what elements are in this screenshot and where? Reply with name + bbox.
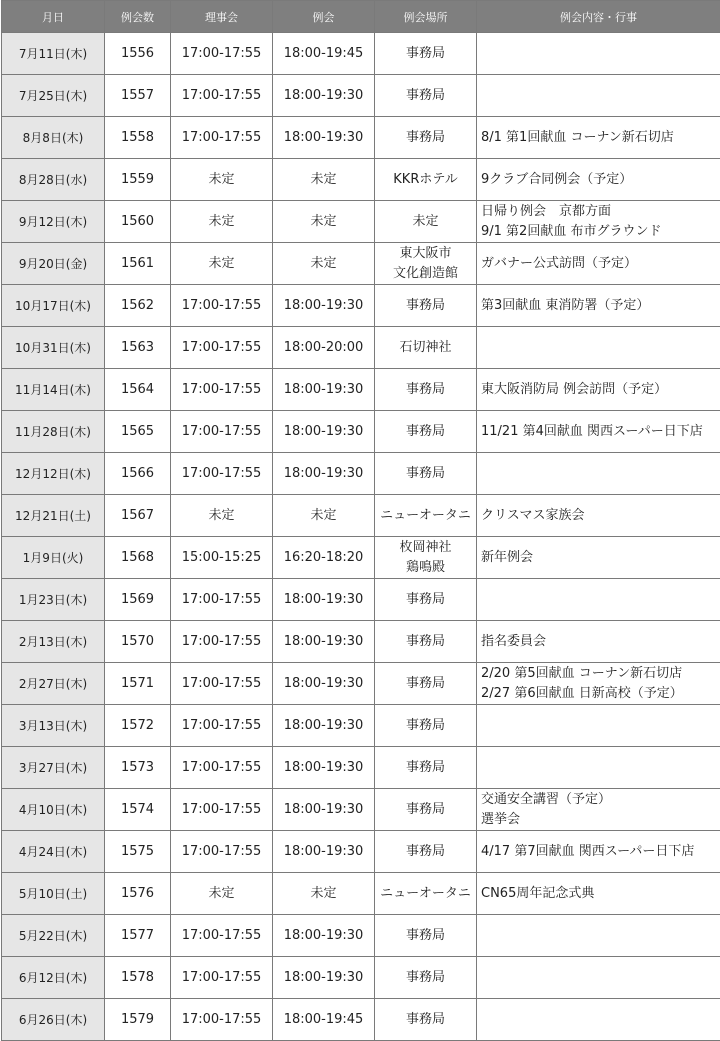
date-cell: 11月14日(木): [2, 369, 105, 411]
date-cell: 12月21日(土): [2, 495, 105, 537]
board-time-cell: 17:00-17:55: [171, 957, 273, 999]
meeting-time-cell: 未定: [273, 873, 375, 915]
place-cell-line: 事務局: [375, 590, 476, 610]
content-cell: [477, 33, 720, 75]
content-cell-line: 9/1 第2回献血 布市グラウンド: [481, 222, 720, 242]
board-time-cell: 17:00-17:55: [171, 621, 273, 663]
date-cell: 12月12日(木): [2, 453, 105, 495]
date-cell: 3月27日(木): [2, 747, 105, 789]
content-cell: [477, 789, 720, 831]
place-cell: [375, 663, 477, 705]
place-cell: [375, 831, 477, 873]
place-cell-line: 鶏鳴殿: [375, 558, 476, 578]
table-row: [2, 579, 720, 621]
table-row: [2, 327, 720, 369]
place-cell: [375, 999, 477, 1041]
place-cell: [375, 579, 477, 621]
board-time-cell: 未定: [171, 873, 273, 915]
meeting-number-cell: 1560: [105, 201, 171, 243]
place-cell-line: 事務局: [375, 86, 476, 106]
header-meeting-time: 例会: [273, 1, 375, 33]
date-cell: 6月26日(木): [2, 999, 105, 1041]
place-cell: [375, 243, 477, 285]
date-cell: 3月13日(木): [2, 705, 105, 747]
place-cell-line: 枚岡神社: [375, 538, 476, 558]
content-cell: [477, 537, 720, 579]
board-time-cell: 17:00-17:55: [171, 411, 273, 453]
content-cell: [477, 411, 720, 453]
place-cell: [375, 495, 477, 537]
table-row: [2, 285, 720, 327]
meeting-number-cell: 1573: [105, 747, 171, 789]
content-cell: [477, 159, 720, 201]
board-time-cell: 未定: [171, 201, 273, 243]
content-cell-line: 2/20 第5回献血 コーナン新石切店: [481, 664, 720, 684]
meeting-number-cell: 1557: [105, 75, 171, 117]
board-time-cell: 17:00-17:55: [171, 999, 273, 1041]
date-cell: 4月10日(木): [2, 789, 105, 831]
content-cell-line: 8/1 第1回献血 コーナン新石切店: [481, 128, 720, 148]
content-cell: [477, 369, 720, 411]
place-cell: [375, 327, 477, 369]
place-cell: [375, 747, 477, 789]
place-cell-line: 東大阪市: [375, 244, 476, 264]
content-cell: [477, 705, 720, 747]
content-cell: [477, 75, 720, 117]
content-cell-line: 4/17 第7回献血 関西スーパー日下店: [481, 842, 720, 862]
schedule-table: [1, 0, 720, 1041]
content-cell-line: 11/21 第4回献血 関西スーパー日下店: [481, 422, 720, 442]
meeting-time-cell: 未定: [273, 495, 375, 537]
place-cell-line: 文化創造館: [375, 264, 476, 284]
content-cell: [477, 495, 720, 537]
date-cell: 10月17日(木): [2, 285, 105, 327]
place-cell: [375, 957, 477, 999]
place-cell: [375, 117, 477, 159]
header-board-meeting: 理事会: [171, 1, 273, 33]
content-cell-line: 東大阪消防局 例会訪問（予定）: [481, 380, 720, 400]
board-time-cell: 17:00-17:55: [171, 369, 273, 411]
place-cell: [375, 75, 477, 117]
table-row: [2, 495, 720, 537]
meeting-time-cell: 18:00-20:00: [273, 327, 375, 369]
header-date: 月日: [2, 1, 105, 33]
date-cell: 8月8日(木): [2, 117, 105, 159]
header-meeting-place: 例会場所: [375, 1, 477, 33]
header-meeting-number: 例会数: [105, 1, 171, 33]
place-cell-line: 事務局: [375, 296, 476, 316]
table-row: [2, 663, 720, 705]
content-cell-line: 指名委員会: [481, 632, 720, 652]
date-cell: 4月24日(木): [2, 831, 105, 873]
place-cell-line: 事務局: [375, 842, 476, 862]
board-time-cell: 未定: [171, 159, 273, 201]
meeting-time-cell: 18:00-19:30: [273, 75, 375, 117]
place-cell-line: 事務局: [375, 800, 476, 820]
place-cell-line: 事務局: [375, 1010, 476, 1030]
board-time-cell: 17:00-17:55: [171, 747, 273, 789]
table-row: [2, 747, 720, 789]
place-cell-line: 事務局: [375, 422, 476, 442]
place-cell: [375, 789, 477, 831]
meeting-time-cell: 18:00-19:45: [273, 33, 375, 75]
table-row: [2, 201, 720, 243]
place-cell: [375, 873, 477, 915]
board-time-cell: 17:00-17:55: [171, 705, 273, 747]
table-row: [2, 915, 720, 957]
table-row: [2, 831, 720, 873]
date-cell: 7月25日(木): [2, 75, 105, 117]
meeting-time-cell: 18:00-19:30: [273, 369, 375, 411]
place-cell-line: 事務局: [375, 758, 476, 778]
meeting-number-cell: 1577: [105, 915, 171, 957]
content-cell: [477, 243, 720, 285]
content-cell: [477, 747, 720, 789]
content-cell: [477, 453, 720, 495]
board-time-cell: 17:00-17:55: [171, 831, 273, 873]
content-cell-line: 選挙会: [481, 810, 720, 830]
meeting-number-cell: 1570: [105, 621, 171, 663]
board-time-cell: 17:00-17:55: [171, 789, 273, 831]
meeting-number-cell: 1561: [105, 243, 171, 285]
place-cell: [375, 285, 477, 327]
table-row: [2, 789, 720, 831]
table-row: [2, 33, 720, 75]
meeting-time-cell: 18:00-19:30: [273, 789, 375, 831]
table-body: [2, 33, 720, 1041]
date-cell: 6月12日(木): [2, 957, 105, 999]
place-cell-line: 事務局: [375, 44, 476, 64]
board-time-cell: 17:00-17:55: [171, 663, 273, 705]
content-cell: [477, 873, 720, 915]
meeting-time-cell: 18:00-19:30: [273, 705, 375, 747]
content-cell: [477, 957, 720, 999]
meeting-number-cell: 1572: [105, 705, 171, 747]
date-cell: 1月9日(火): [2, 537, 105, 579]
table-row: [2, 957, 720, 999]
meeting-time-cell: 未定: [273, 201, 375, 243]
board-time-cell: 17:00-17:55: [171, 117, 273, 159]
date-cell: 8月28日(水): [2, 159, 105, 201]
meeting-time-cell: 18:00-19:30: [273, 957, 375, 999]
meeting-time-cell: 16:20-18:20: [273, 537, 375, 579]
content-cell-line: CN65周年記念式典: [481, 884, 720, 904]
place-cell: [375, 705, 477, 747]
meeting-time-cell: 18:00-19:30: [273, 411, 375, 453]
header-row: [2, 1, 720, 33]
table-row: [2, 453, 720, 495]
content-cell-line: 第3回献血 東消防署（予定）: [481, 296, 720, 316]
place-cell: [375, 33, 477, 75]
place-cell-line: 事務局: [375, 674, 476, 694]
board-time-cell: 17:00-17:55: [171, 33, 273, 75]
content-cell: [477, 663, 720, 705]
meeting-number-cell: 1576: [105, 873, 171, 915]
content-cell: [477, 327, 720, 369]
meeting-time-cell: 18:00-19:30: [273, 621, 375, 663]
place-cell-line: 未定: [375, 212, 476, 232]
meeting-time-cell: 18:00-19:30: [273, 285, 375, 327]
board-time-cell: 17:00-17:55: [171, 453, 273, 495]
place-cell: [375, 621, 477, 663]
place-cell: [375, 537, 477, 579]
place-cell-line: 事務局: [375, 716, 476, 736]
table-row: [2, 873, 720, 915]
place-cell-line: KKRホテル: [375, 170, 476, 190]
meeting-number-cell: 1575: [105, 831, 171, 873]
date-cell: 9月12日(木): [2, 201, 105, 243]
board-time-cell: 17:00-17:55: [171, 285, 273, 327]
place-cell-line: 事務局: [375, 380, 476, 400]
meeting-number-cell: 1556: [105, 33, 171, 75]
meeting-number-cell: 1568: [105, 537, 171, 579]
place-cell: [375, 411, 477, 453]
content-cell-line: 交通安全講習（予定）: [481, 790, 720, 810]
board-time-cell: 17:00-17:55: [171, 75, 273, 117]
table-row: [2, 369, 720, 411]
meeting-number-cell: 1574: [105, 789, 171, 831]
table-row: [2, 537, 720, 579]
meeting-number-cell: 1559: [105, 159, 171, 201]
meeting-number-cell: 1567: [105, 495, 171, 537]
meeting-time-cell: 未定: [273, 159, 375, 201]
date-cell: 9月20日(金): [2, 243, 105, 285]
meeting-number-cell: 1579: [105, 999, 171, 1041]
content-cell-line: 日帰り例会 京都方面: [481, 202, 720, 222]
meeting-number-cell: 1566: [105, 453, 171, 495]
meeting-time-cell: 18:00-19:30: [273, 453, 375, 495]
content-cell: [477, 117, 720, 159]
content-cell-line: ガバナー公式訪問（予定）: [481, 254, 720, 274]
date-cell: 1月23日(木): [2, 579, 105, 621]
meeting-number-cell: 1571: [105, 663, 171, 705]
date-cell: 5月10日(土): [2, 873, 105, 915]
meeting-number-cell: 1578: [105, 957, 171, 999]
table-row: [2, 159, 720, 201]
meeting-time-cell: 18:00-19:30: [273, 579, 375, 621]
place-cell-line: 事務局: [375, 632, 476, 652]
place-cell: [375, 159, 477, 201]
meeting-time-cell: 18:00-19:30: [273, 915, 375, 957]
date-cell: 10月31日(木): [2, 327, 105, 369]
meeting-number-cell: 1562: [105, 285, 171, 327]
content-cell: [477, 201, 720, 243]
board-time-cell: 未定: [171, 495, 273, 537]
content-cell: [477, 831, 720, 873]
meeting-number-cell: 1563: [105, 327, 171, 369]
content-cell: [477, 621, 720, 663]
place-cell-line: 事務局: [375, 464, 476, 484]
meeting-time-cell: 18:00-19:45: [273, 999, 375, 1041]
content-cell-line: 2/27 第6回献血 日新高校（予定）: [481, 684, 720, 704]
date-cell: 7月11日(木): [2, 33, 105, 75]
table-row: [2, 117, 720, 159]
meeting-time-cell: 18:00-19:30: [273, 117, 375, 159]
date-cell: 2月27日(木): [2, 663, 105, 705]
place-cell-line: ニューオータニ: [375, 884, 476, 904]
board-time-cell: 17:00-17:55: [171, 579, 273, 621]
table-row: [2, 621, 720, 663]
place-cell-line: 事務局: [375, 926, 476, 946]
content-cell: [477, 285, 720, 327]
meeting-time-cell: 18:00-19:30: [273, 831, 375, 873]
board-time-cell: 15:00-15:25: [171, 537, 273, 579]
place-cell-line: 石切神社: [375, 338, 476, 358]
place-cell: [375, 369, 477, 411]
place-cell: [375, 915, 477, 957]
table-row: [2, 999, 720, 1041]
place-cell-line: ニューオータニ: [375, 506, 476, 526]
place-cell: [375, 201, 477, 243]
content-cell-line: クリスマス家族会: [481, 506, 720, 526]
header-meeting-content: 例会内容・行事: [477, 1, 720, 33]
content-cell-line: 9クラブ合同例会（予定）: [481, 170, 720, 190]
meeting-time-cell: 18:00-19:30: [273, 663, 375, 705]
place-cell-line: 事務局: [375, 128, 476, 148]
table-header: [2, 1, 720, 33]
board-time-cell: 未定: [171, 243, 273, 285]
content-cell-line: 新年例会: [481, 548, 720, 568]
board-time-cell: 17:00-17:55: [171, 327, 273, 369]
meeting-number-cell: 1565: [105, 411, 171, 453]
content-cell: [477, 999, 720, 1041]
date-cell: 2月13日(木): [2, 621, 105, 663]
place-cell: [375, 453, 477, 495]
table-row: [2, 75, 720, 117]
date-cell: 5月22日(木): [2, 915, 105, 957]
table-row: [2, 243, 720, 285]
table-row: [2, 411, 720, 453]
date-cell: 11月28日(木): [2, 411, 105, 453]
content-cell: [477, 579, 720, 621]
content-cell: [477, 915, 720, 957]
meeting-number-cell: 1558: [105, 117, 171, 159]
meeting-number-cell: 1569: [105, 579, 171, 621]
table-row: [2, 705, 720, 747]
place-cell-line: 事務局: [375, 968, 476, 988]
meeting-time-cell: 未定: [273, 243, 375, 285]
meeting-number-cell: 1564: [105, 369, 171, 411]
board-time-cell: 17:00-17:55: [171, 915, 273, 957]
meeting-time-cell: 18:00-19:30: [273, 747, 375, 789]
